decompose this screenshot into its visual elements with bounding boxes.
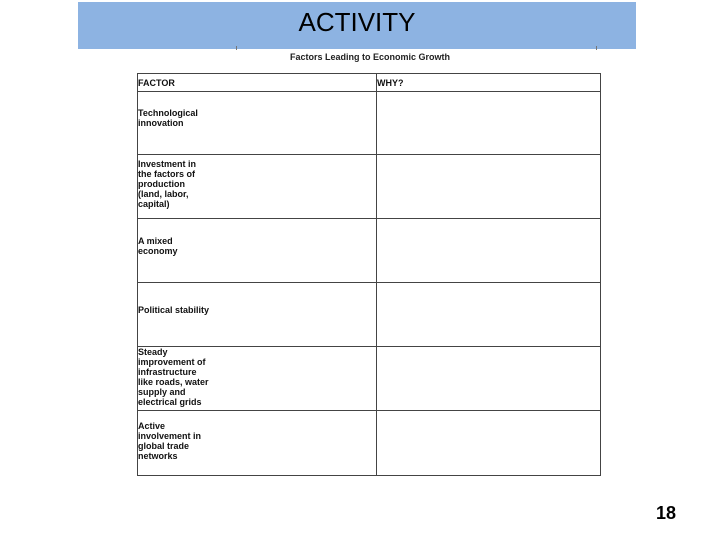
factors-table: [137, 73, 601, 476]
why-cell: [377, 92, 601, 155]
crop-mark: [236, 46, 237, 50]
factor-label: Technological innovation: [138, 108, 198, 128]
worksheet-title: Factors Leading to Economic Growth: [289, 52, 450, 62]
why-cell: [377, 411, 601, 476]
table-row: [138, 411, 601, 476]
table-row: [138, 347, 601, 411]
table-row: [138, 155, 601, 219]
title-bar: [78, 2, 636, 49]
page-number: 18: [655, 503, 676, 523]
why-cell: [377, 155, 601, 219]
header-why: WHY?: [377, 74, 601, 92]
factor-label: Steady improvement of infrastructure like roads, water supply and electrical grids: [138, 347, 209, 407]
table-header-row: [138, 74, 601, 92]
why-cell: [377, 283, 601, 347]
factor-label: Investment in the factors of production (land, labor, capital): [138, 159, 197, 209]
factor-cell: [138, 347, 377, 411]
factor-cell: [138, 219, 377, 283]
table-row: [138, 283, 601, 347]
factor-label: A mixed economy: [138, 236, 178, 256]
factor-label: Political stability: [138, 305, 210, 315]
factor-cell: [138, 411, 377, 476]
crop-mark: [596, 46, 597, 50]
factor-cell: [138, 92, 377, 155]
why-cell: [377, 347, 601, 411]
factor-cell: [138, 155, 377, 219]
header-factor: FACTOR: [138, 74, 377, 92]
factor-cell: [138, 283, 377, 347]
factor-label: Active involvement in global trade networks: [138, 421, 202, 461]
table-row: [138, 92, 601, 155]
why-cell: [377, 219, 601, 283]
table-row: [138, 219, 601, 283]
slide-title: ACTIVITY: [298, 7, 416, 37]
